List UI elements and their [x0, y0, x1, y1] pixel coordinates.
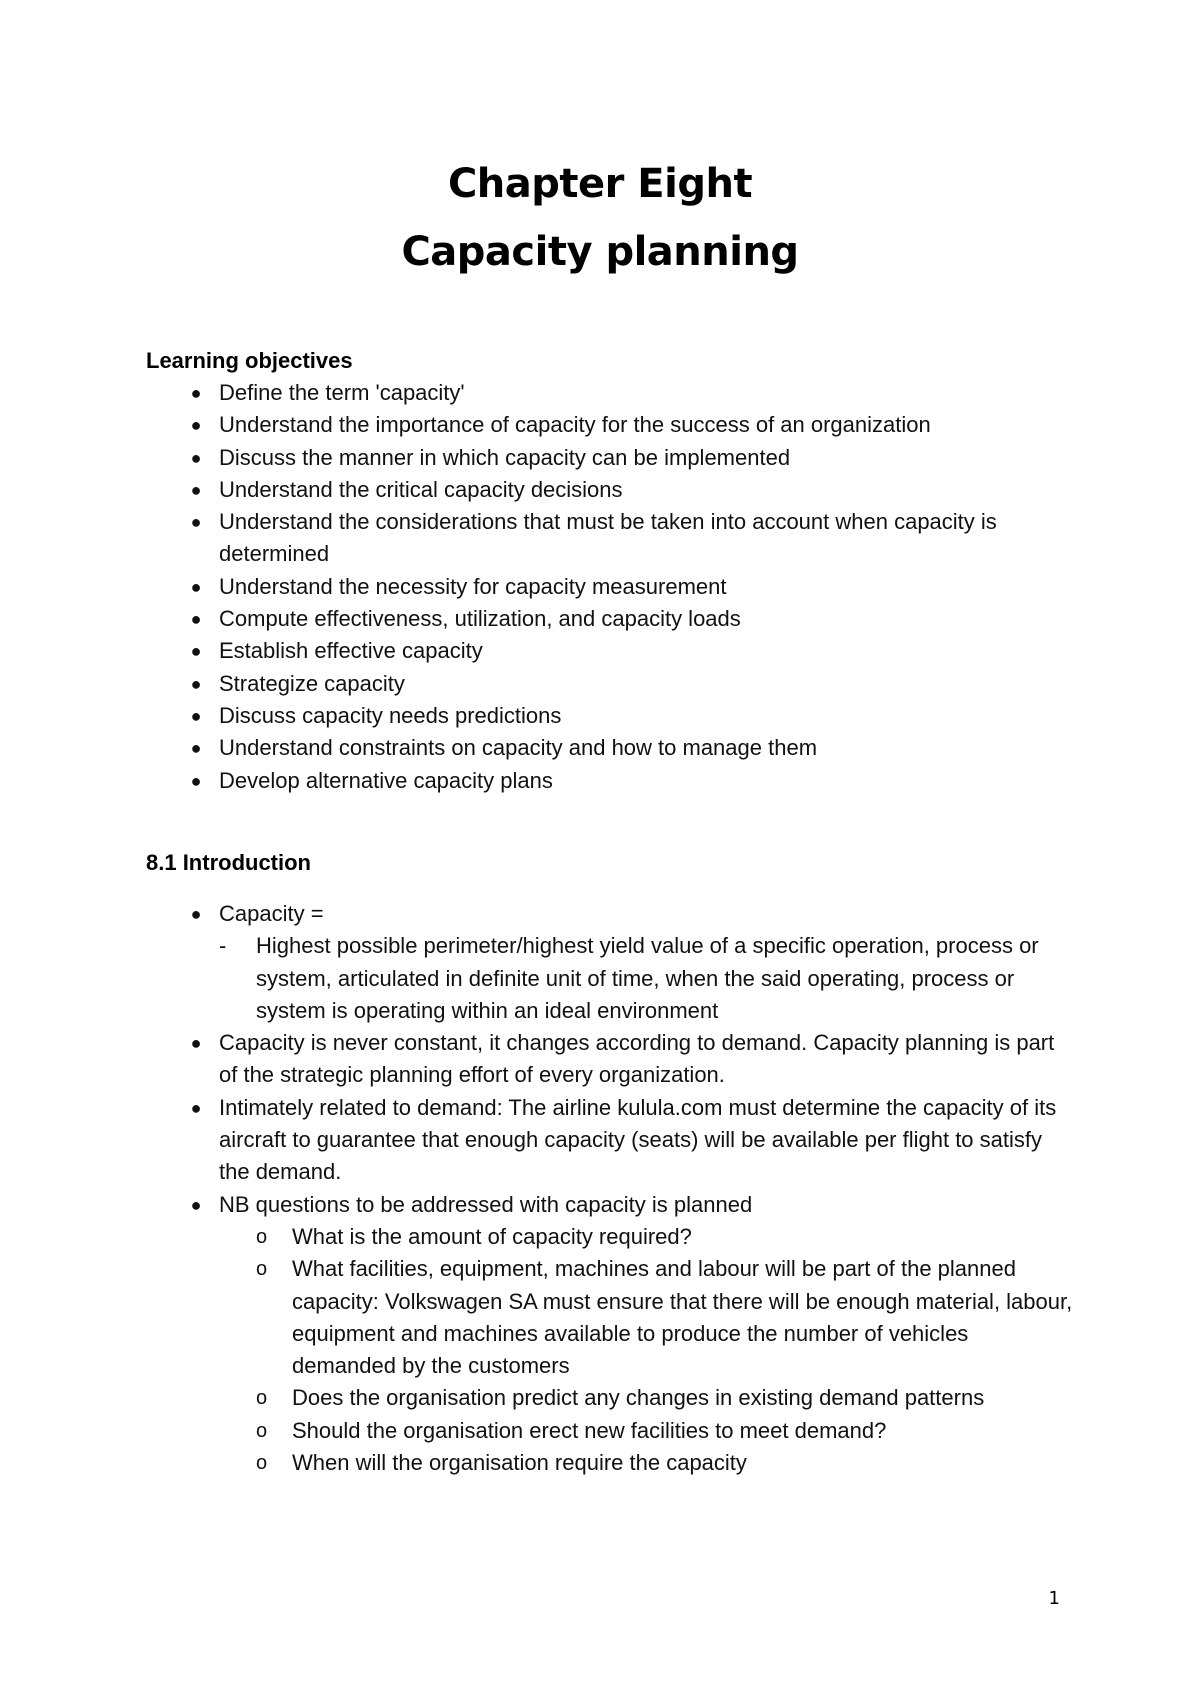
list-item — [146, 1092, 1076, 1189]
circle-bullet-icon: o — [256, 1419, 268, 1442]
bullet-icon: ● — [190, 512, 202, 533]
list-item-text: Strategize capacity — [219, 670, 405, 696]
chapter-subtitle: Capacity planning — [401, 229, 799, 275]
bullet-icon: ● — [190, 641, 202, 662]
list-item — [146, 635, 1076, 667]
bullet-icon: ● — [190, 1097, 202, 1118]
capacity-definition-list — [219, 930, 1076, 1027]
questions-list — [219, 1221, 1076, 1479]
question-item — [219, 1447, 1076, 1479]
list-item-text: Compute effectiveness, utilization, and capacity loads — [219, 606, 741, 632]
list-item-text: Understand the critical capacity decisions — [219, 476, 623, 502]
list-item — [146, 603, 1076, 635]
question-text: When will the organisation require the capacity — [292, 1450, 747, 1476]
list-item — [146, 1027, 1076, 1092]
bullet-icon: ● — [190, 705, 202, 726]
list-item-text: Discuss the manner in which capacity can be implemented — [219, 444, 791, 470]
list-item — [146, 442, 1076, 474]
list-item-text: NB questions to be addressed with capacity is planned — [219, 1191, 753, 1217]
bullet-icon: ● — [190, 1194, 202, 1215]
list-item — [146, 732, 1076, 764]
list-item — [146, 377, 1076, 409]
introduction-list — [146, 898, 1076, 1479]
chapter-title: Chapter Eight — [447, 161, 753, 207]
list-item-text: Discuss capacity needs predictions — [219, 702, 562, 728]
bullet-icon: ● — [190, 479, 202, 500]
list-item-text: Develop alternative capacity plans — [219, 767, 553, 793]
list-item-text: Understand the necessity for capacity measurement — [219, 573, 727, 599]
list-item — [146, 898, 1076, 1027]
list-item-text: Define the term 'capacity' — [219, 380, 465, 405]
learning-objectives-list — [146, 377, 1076, 797]
title-block — [0, 150, 1200, 286]
question-item — [219, 1415, 1076, 1447]
page-number: 1 — [1048, 1588, 1060, 1609]
bullet-icon: ● — [190, 1033, 202, 1054]
list-item — [146, 571, 1076, 603]
question-text: What is the amount of capacity required? — [292, 1223, 692, 1249]
list-item — [146, 668, 1076, 700]
list-item-text: Understand the considerations that must be taken into account when capacity is determined — [219, 509, 997, 567]
bullet-icon: ● — [190, 904, 202, 924]
list-item — [146, 474, 1076, 506]
bullet-icon: ● — [190, 576, 202, 597]
bullet-icon: ● — [190, 415, 202, 436]
list-item — [146, 700, 1076, 732]
list-item-text: Understand constraints on capacity and how to manage them — [219, 735, 818, 761]
list-item — [146, 1189, 1076, 1480]
circle-bullet-icon: o — [256, 1387, 268, 1410]
bullet-icon: ● — [190, 447, 202, 468]
circle-bullet-icon: o — [256, 1452, 268, 1475]
question-item — [219, 1221, 1076, 1253]
list-item — [146, 409, 1076, 441]
list-item-text: Intimately related to demand: The airline kulula.com must determine the capacity of its aircraft to guarantee that enough capacity (seats) will be available per flight to satisfy the demand. — [219, 1094, 1057, 1185]
capacity-label: Capacity = — [219, 901, 324, 926]
introduction-heading: 8.1 Introduction — [146, 850, 311, 875]
list-item — [146, 765, 1076, 797]
dash-icon: - — [219, 933, 227, 959]
list-item-text: Establish effective capacity — [219, 638, 483, 664]
bullet-icon: ● — [190, 383, 202, 403]
list-item-text: Capacity is never constant, it changes according to demand. Capacity planning is part of the strategic planning effort of every organization. — [219, 1030, 1055, 1088]
question-text: What facilities, equipment, machines and labour will be part of the planned capacity: Volkswagen SA must ensure that there will be enough material, labour, equipment and machines available to produce the number of vehicles demanded by the customers — [292, 1256, 1073, 1379]
learning-objectives-heading: Learning objectives — [146, 348, 353, 373]
circle-bullet-icon: o — [256, 1258, 268, 1281]
bullet-icon: ● — [190, 673, 202, 694]
question-text: Does the organisation predict any changes in existing demand patterns — [292, 1385, 985, 1411]
definition-text: Highest possible perimeter/highest yield value of a specific operation, process or system, articulated in definite unit of time, when the said operating, process or system is operating within an ideal environment — [256, 933, 1039, 1023]
circle-bullet-icon: o — [256, 1225, 268, 1248]
bullet-icon: ● — [190, 738, 202, 759]
bullet-icon: ● — [190, 609, 202, 630]
definition-item — [219, 930, 1076, 1027]
question-item — [219, 1382, 1076, 1414]
bullet-icon: ● — [190, 770, 202, 791]
question-item — [219, 1253, 1076, 1382]
list-item-text: Understand the importance of capacity for the success of an organization — [219, 412, 931, 438]
question-text: Should the organisation erect new facilities to meet demand? — [292, 1417, 887, 1443]
list-item — [146, 506, 1076, 571]
